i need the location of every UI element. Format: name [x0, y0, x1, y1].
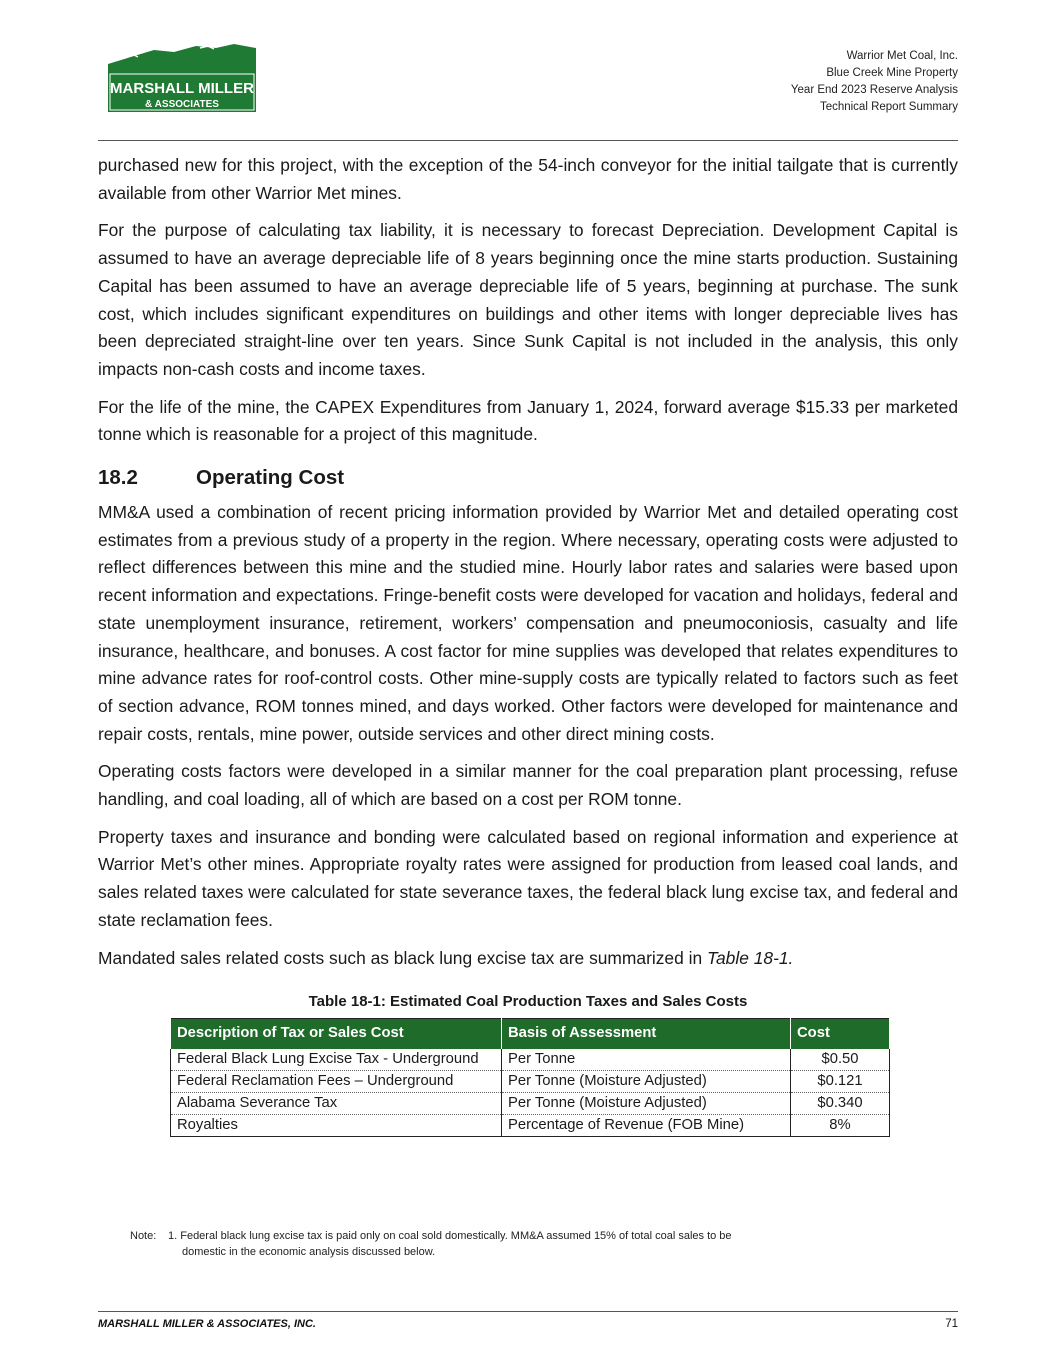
table-cell: $0.50 [791, 1049, 890, 1071]
section-heading [98, 463, 958, 493]
page-number: 71 [945, 1318, 958, 1330]
column-header: Cost [791, 1019, 890, 1049]
note-line-1: 1. Federal black lung excise tax is paid only on coal sold domestically. MM&A assumed 15% of total coal sales to be [168, 1230, 732, 1242]
table-cell: Per Tonne (Moisture Adjusted) [502, 1070, 791, 1092]
table-cell: Alabama Severance Tax [171, 1092, 502, 1114]
paragraph: MM&A used a combination of recent pricing information provided by Warrior Met and detailed operating cost estimates from a previous study of a property in the region. Where necessary, operating costs were adjusted to reflect differences between this mine and the studied mine. Hourly labor rates and salaries were based upon recent information and expectations. Fringe-benefit costs were developed for vacation and holidays, federal and state unemployment insurance, retirement, workers’ compensation and pneumoconiosis, casualty and life insurance, healthcare, and bonuses. A cost factor for mine supplies was developed that relates expenditures to mine advance rates for roof-control costs. Other mine-supply costs are typically related to factors such as feet of section advance, ROM tonnes mined, and days worked. Other factors were developed for maintenance and repair costs, rentals, mine power, outside services and other direct mining costs. [98, 502, 958, 744]
table-row [171, 1070, 890, 1092]
table-cell: Per Tonne [502, 1049, 791, 1071]
section-number: 18.2 [98, 466, 138, 490]
table-row [171, 1092, 890, 1114]
table-cell: $0.340 [791, 1092, 890, 1114]
table-note [130, 1228, 830, 1260]
page-body [98, 152, 958, 1137]
header-property: Blue Creek Mine Property [826, 67, 958, 79]
header-lines [791, 48, 958, 116]
paragraph: For the life of the mine, the CAPEX Expenditures from January 1, 2024, forward average $15.33 per marketed tonne which is reasonable for a project of this magnitude. [98, 396, 958, 445]
header-divider [98, 140, 958, 141]
column-header: Basis of Assessment [502, 1019, 791, 1049]
header-company: Warrior Met Coal, Inc. [846, 50, 958, 62]
table-cell: Federal Reclamation Fees – Underground [171, 1070, 502, 1092]
header-analysis: Year End 2023 Reserve Analysis [790, 84, 958, 96]
footer-divider [98, 1311, 958, 1312]
table-cell: Federal Black Lung Excise Tax - Underground [171, 1049, 502, 1071]
table-header-row [171, 1019, 890, 1049]
note-line-2: domestic in the economic analysis discussed below. [182, 1246, 436, 1258]
page-header [98, 40, 958, 140]
table-cell: Percentage of Revenue (FOB Mine) [502, 1114, 791, 1136]
column-header: Description of Tax or Sales Cost [171, 1019, 502, 1049]
note-label: Note: [130, 1230, 157, 1242]
logo-text-2: & ASSOCIATES [145, 99, 219, 110]
paragraph: purchased new for this project, with the exception of the 54-inch conveyor for the initial tailgate that is currently available from other Warrior Met mines. [98, 155, 958, 203]
table-reference: Table 18-1. [706, 947, 794, 968]
paragraph: Operating costs factors were developed in a similar manner for the coal preparation plant processing, refuse handling, and coal loading, all of which are based on a cost per ROM tonne. [98, 761, 958, 810]
table-cell: $0.121 [791, 1070, 890, 1092]
paragraph: Property taxes and insurance and bonding were calculated based on regional information and experience at Warrior Met’s other mines. Appropriate royalty rates were assigned for production from leased coal lands, and sales related taxes were calculated for state severance taxes, the federal black lung excise tax, and federal and state reclamation fees. [98, 826, 958, 930]
table-cell: Per Tonne (Moisture Adjusted) [502, 1092, 791, 1114]
logo-text-1: MARSHALL MILLER [110, 80, 254, 97]
paragraph: For the purpose of calculating tax liability, it is necessary to forecast Depreciation. Development Capital is assumed to have an average depreciable life of 8 years beginning once the mine starts production. Sustaining Capital has been assumed to have an average depreciable life of 5 years, beginning at purchase. The sunk cost, which includes significant expenditures on buildings and other items with longer depreciable lives has been depreciated straight-line over ten years. Since Sunk Capital is not included in the analysis, this only impacts non-cash costs and income taxes. [98, 220, 958, 379]
footer-company: MARSHALL MILLER & ASSOCIATES, INC. [98, 1318, 316, 1330]
cost-table [170, 1018, 890, 1137]
table-cell: 8% [791, 1114, 890, 1136]
table-cell: Royalties [171, 1114, 502, 1136]
table-row [171, 1114, 890, 1136]
mandated-text: Mandated sales related costs such as black lung excise tax are summarized in [98, 947, 707, 968]
table-row [171, 1049, 890, 1071]
section-title: Operating Cost [196, 466, 345, 490]
header-report: Technical Report Summary [819, 101, 958, 113]
company-logo [104, 42, 260, 116]
table-title: Table 18-1: Estimated Coal Production Taxes and Sales Costs [308, 993, 748, 1011]
paragraph [98, 945, 958, 973]
